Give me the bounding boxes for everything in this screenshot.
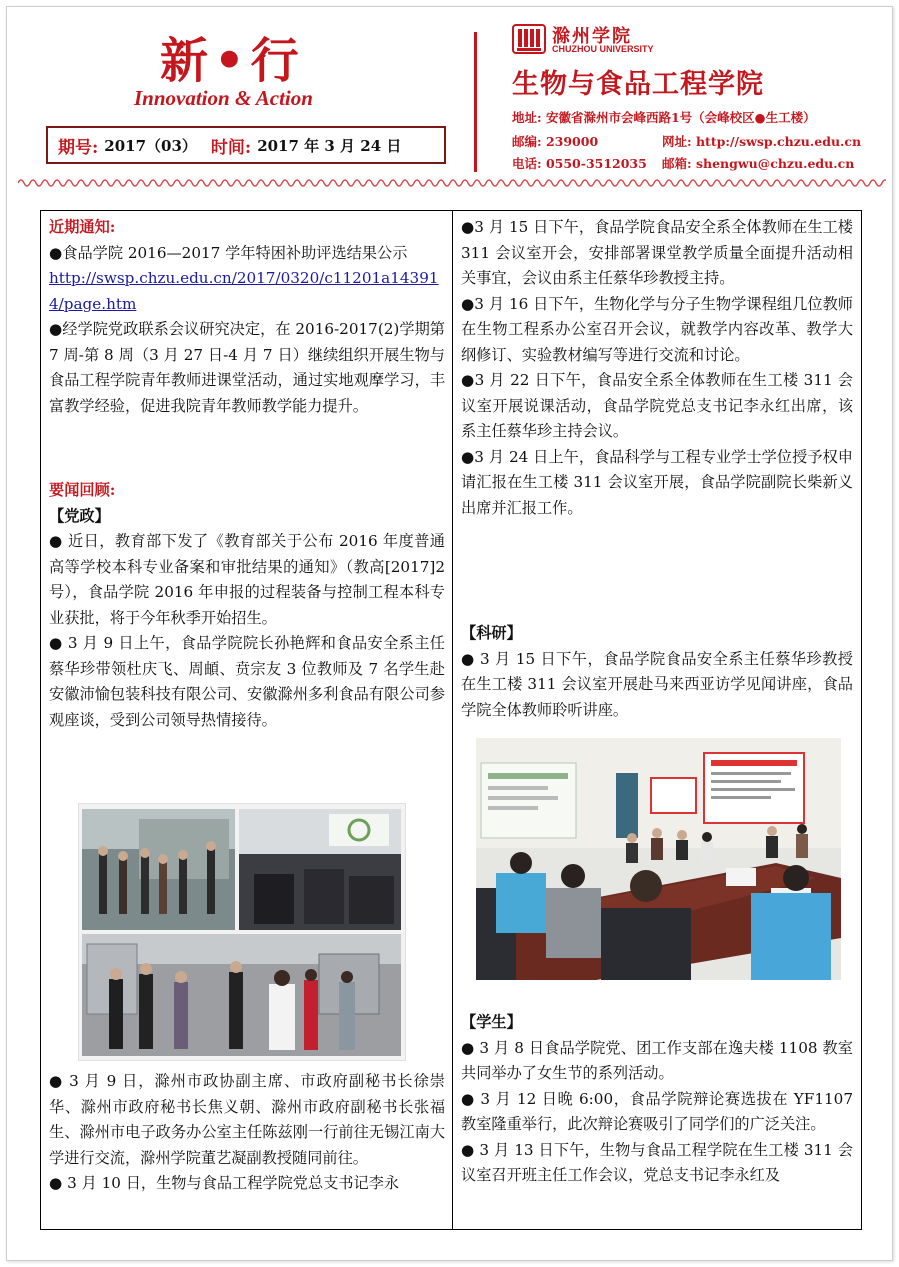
right-news-block	[461, 215, 853, 521]
party-item-3: ● 3 月 9 日，滁州市政协副主席、市政府副秘书长徐崇华、滁州市政府秘书长焦义朝、滁州市政府副秘书长张福生、滁州市电子政务办公室主任陈兹刚一行前往无锡江南大学进行交流，滁州学院董艺凝副教授随同前往。	[49, 1072, 445, 1167]
university-name-en: CHUZHOU UNIVERSITY	[552, 44, 654, 54]
decorative-wave-divider	[18, 176, 886, 190]
lecture-photo	[476, 738, 841, 980]
notice-item-1: ●食品学院 2016—2017 学年特困补助评选结果公示	[49, 243, 408, 262]
address-text: 地址: 安徽省滁州市会峰西路1号（会峰校区●生工楼）	[512, 110, 816, 125]
party-item-4: ● 3 月 10 日，生物与食品工程学院党总支书记李永	[49, 1174, 400, 1192]
party-block-2	[49, 1069, 445, 1197]
university-name: 滁州学院	[552, 26, 632, 47]
right-column	[452, 210, 862, 1230]
newsletter-title: 新•行	[160, 33, 305, 89]
research-block	[461, 621, 853, 723]
header-divider	[474, 32, 477, 172]
notice-heading: 近期通知:	[49, 218, 116, 236]
news-heading: 要闻回顾:	[49, 481, 116, 499]
right-item-4: ●3 月 24 日上午，食品科学与工程专业学士学位授予权申请汇报在生工楼 311 会议室开展，食品学院副院长柴新义出席并汇报工作。	[461, 447, 853, 517]
issue-value: 2017（03）	[104, 136, 197, 155]
notice-block	[49, 215, 445, 419]
college-name: 生物与食品工程学院	[512, 69, 764, 100]
news-block	[49, 478, 445, 733]
party-heading: 【党政】	[49, 506, 110, 525]
party-item-2: ● 3 月 9 日上午，食品学院院长孙艳辉和食品安全系主任蔡华珍带领杜庆飞、周頔、贲宗友 3 位教师及 7 名学生赴安徽沛愉包装科技有限公司、安徽滁州多利食品有限公司参观座谈，受到公司领导热情接待。	[49, 634, 445, 729]
research-item-1: ● 3 月 15 日下午，食品学院食品安全系主任蔡华珍教授在生工楼 311 会议室开展赴马来西亚访学见闻讲座，食品学院全体教师聆听讲座。	[461, 649, 853, 719]
university-logo-icon	[512, 24, 546, 54]
visit-photo-collage	[78, 803, 406, 1061]
right-item-2: ●3 月 16 日下午，生物化学与分子生物学课程组几位教师在生物工程系办公室召开会议，就教学内容改革、教学大纲修订、实验教材编写等进行交流和讨论。	[461, 294, 853, 364]
student-heading: 【学生】	[461, 1013, 522, 1031]
student-item-1: ● 3 月 8 日食品学院党、团工作支部在逸夫楼 1108 教室共同举办了女生节的系列活动。	[461, 1038, 853, 1082]
email-text: 邮箱: shengwu@chzu.edu.cn	[662, 156, 855, 171]
lecture-photo-image	[476, 738, 841, 980]
research-heading: 【科研】	[461, 624, 522, 642]
phone-text: 电话: 0550-3512035	[512, 156, 647, 171]
student-block	[461, 1010, 853, 1189]
right-item-1: ●3 月 15 日下午，食品学院食品安全系全体教师在生工楼 311 会议室开会，安排部署课堂教学质量全面提升活动相关事宜，会议由系主任蔡华珍教授主持。	[461, 218, 853, 287]
visit-photos-image	[79, 804, 405, 1060]
notice-link[interactable]: http://swsp.chzu.edu.cn/2017/0320/c11201a143914/page.htm	[49, 269, 439, 313]
date-value: 2017 年 3 月 24 日	[257, 136, 402, 155]
right-item-3: ●3 月 22 日下午，食品安全系全体教师在生工楼 311 会议室开展说课活动，食品学院党总支书记李永红出席，该系主任蔡华珍主持会议。	[461, 371, 853, 440]
party-item-1: ● 近日，教育部下发了《教育部关于公布 2016 年度普通高等学校本科专业备案和审批结果的通知》（教高[2017]2 号），食品学院 2016 年申报的过程装备与控制工程本科专业获批，将于今年秋季开始招生。	[49, 532, 445, 627]
date-label: 时间:	[210, 137, 252, 158]
issue-info-box	[46, 126, 446, 164]
left-column	[40, 210, 453, 1230]
postcode-text: 邮编: 239000	[512, 134, 599, 149]
issue-label: 期号:	[58, 137, 99, 158]
newsletter-subtitle: Innovation & Action	[134, 86, 313, 110]
website-text: 网址: http://swsp.chzu.edu.cn	[662, 134, 862, 149]
student-item-3: ● 3 月 13 日下午，生物与食品工程学院在生工楼 311 会议室召开班主任工作会议，党总支书记李永红及	[461, 1140, 853, 1184]
notice-item-2: ●经学院党政联系会议研究决定，在 2016-2017(2)学期第 7 周-第 8 周（3 月 27 日-4 月 7 日）继续组织开展生物与食品工程学院青年教师进课堂活动，通过实地观摩学习，丰富教学经验，促进我院青年教师教学能力提升。	[49, 320, 445, 415]
student-item-2: ● 3 月 12 日晚 6:00，食品学院辩论赛选拔在 YF1107 教室隆重举行，此次辩论赛吸引了同学们的广泛关注。	[461, 1089, 853, 1133]
